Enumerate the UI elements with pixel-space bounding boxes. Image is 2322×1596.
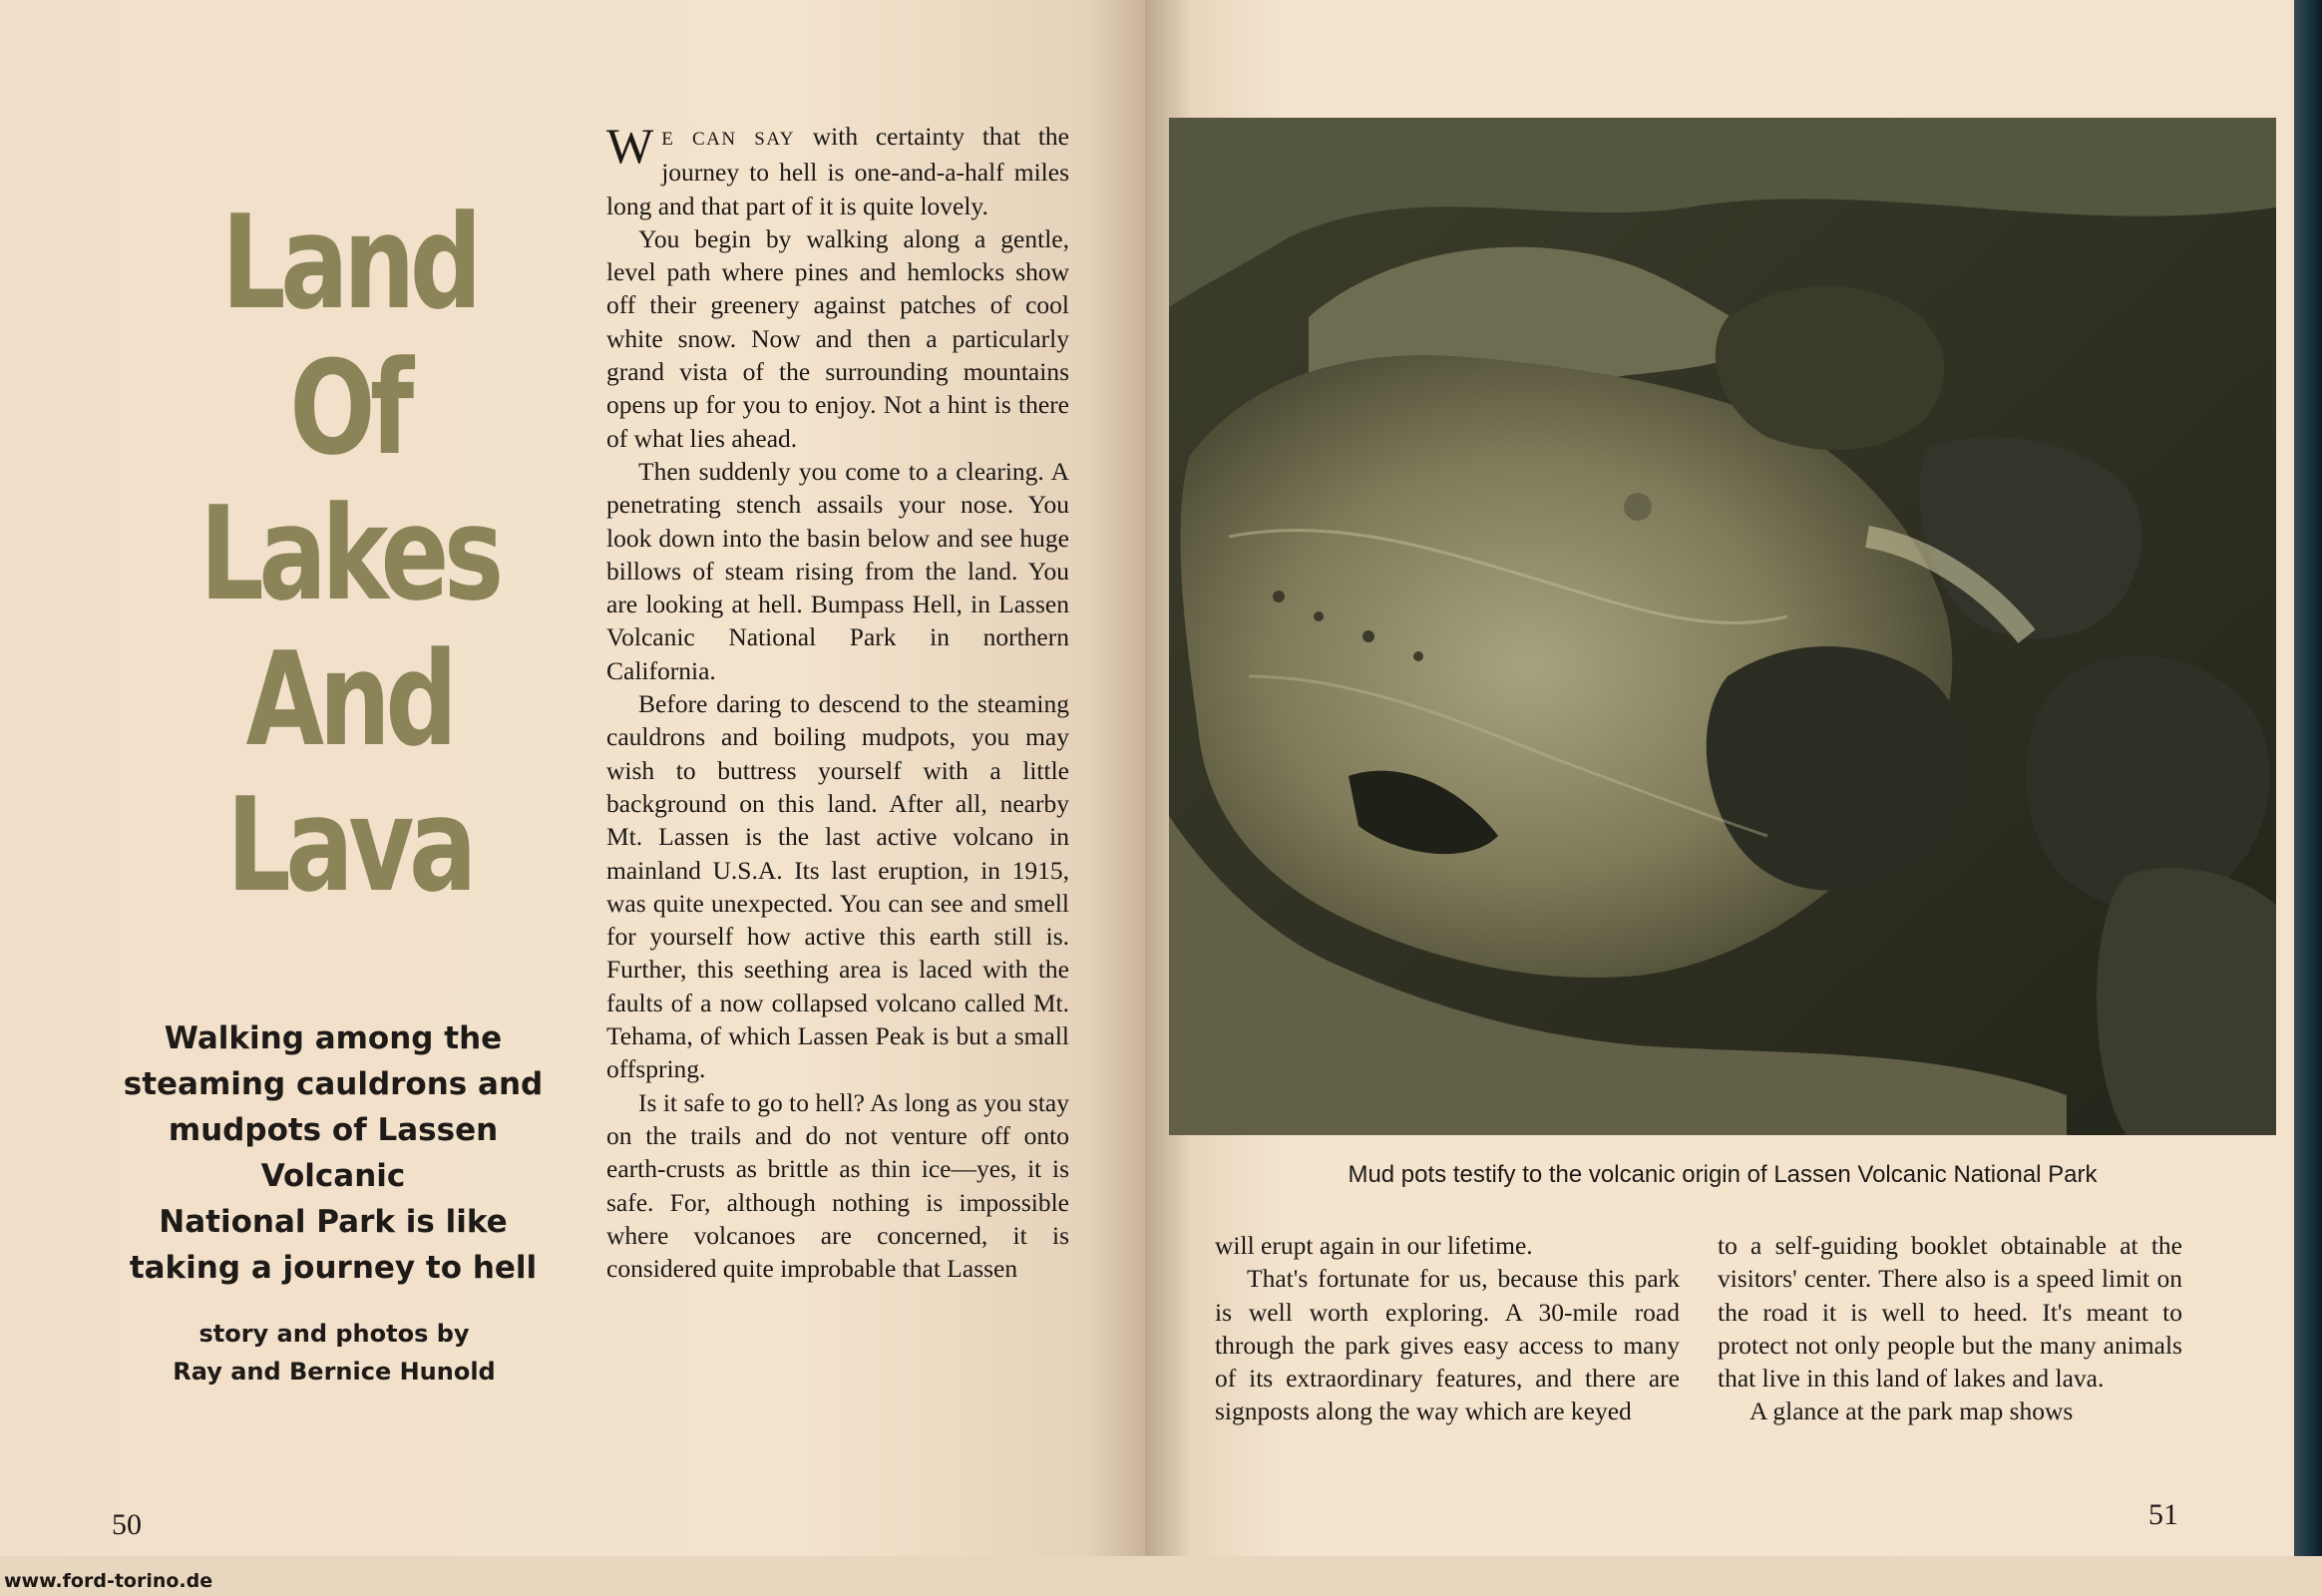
- body-paragraph: Before daring to descend to the steaming cauldrons and boiling mudpots, you may wish to buttress yourself with a little background on this land. After all, nearby Mt. Lassen is the last active volcano in mainland U.S.A. Its last eruption, in 1915, was quite unexpected. You can see and smell for yourself how active this earth still is. Further, this seething area is laced with the faults of a now collapsed volcano called Mt. Tehama, of which Lassen Peak is but a small offspring.: [606, 689, 1069, 1084]
- mud-pot-photo: [1169, 118, 2276, 1135]
- lead-paragraph: [606, 120, 1069, 222]
- body-paragraph: You begin by walking along a gentle, level path where pines and hemlocks show off their greenery against patches of cool white snow. Now and then a particularly grand vista of the surrounding mountains opens up for you to enjoy. Not a hint is there of what lies ahead.: [606, 223, 1069, 453]
- title-line: And: [245, 623, 453, 775]
- page-bottom-strip: [0, 1556, 2322, 1596]
- body-paragraph-continued: to a self-guiding booklet obtainable at the visitors' center. There also is a speed limit on the road it is well to heed. It's meant to protect not only people but the many animals that live in this land of lakes and lava.: [1718, 1231, 2182, 1394]
- byline: [150, 1315, 519, 1391]
- title-line: Of: [289, 332, 409, 484]
- body-paragraph: Then suddenly you come to a clearing. A penetrating stench assails your nose. You look down into the basin below and see huge billows of steam rising from the land. You are looking at hell. Bumpass Hell, in Lassen Volcanic National Park in northern California.: [606, 456, 1069, 685]
- article-column-middle: [1215, 1229, 1680, 1428]
- body-paragraph: Is it safe to go to hell? As long as you stay on the trails and do not venture off onto earth-crusts as brittle as thin ice—yes, it is safe. For, although nothing is impossible where volcanoes are concerned, it is considered quite improbable that Lassen: [606, 1087, 1069, 1284]
- website-watermark: www.ford-torino.de: [4, 1570, 213, 1592]
- photo-caption: Mud pots testify to the volcanic origin of Lassen Volcanic National Park: [1348, 1161, 2098, 1188]
- body-paragraph: That's fortunate for us, because this park is well worth exploring. A 30-mile road through the park gives easy access to many of its extraordinary features, and there are signposts along the way which are keyed: [1215, 1264, 1680, 1426]
- article-column-left: [606, 120, 1069, 1285]
- book-cover-edge: [2294, 0, 2322, 1596]
- byline-line: Ray and Bernice Hunold: [173, 1358, 496, 1386]
- subtitle-line: Walking among the: [164, 1020, 503, 1056]
- title-line: Lava: [226, 769, 472, 921]
- byline-line: story and photos by: [198, 1320, 470, 1348]
- page-number-left: 50: [112, 1508, 142, 1541]
- mud-pot-image: [1169, 118, 2276, 1135]
- lead-text: with certainty that the journey to hell is one-and-a-half miles long and that part of it is quite lovely.: [606, 122, 1069, 220]
- article-title: [194, 187, 505, 921]
- subtitle-line: taking a journey to hell: [129, 1250, 538, 1286]
- title-line: Land: [221, 187, 477, 338]
- article-subtitle: [108, 1015, 559, 1291]
- subtitle-line: National Park is like: [159, 1204, 508, 1240]
- title-line: Lakes: [199, 478, 499, 629]
- drop-cap: W: [606, 118, 654, 174]
- lead-smallcaps: E CAN SAY: [661, 129, 795, 150]
- page-number-right: 51: [2148, 1498, 2178, 1531]
- body-paragraph-continued: will erupt again in our lifetime.: [1215, 1231, 1533, 1260]
- subtitle-line: steaming cauldrons and: [123, 1066, 544, 1102]
- article-column-right: [1718, 1229, 2182, 1428]
- subtitle-line: mudpots of Lassen Volcanic: [168, 1112, 499, 1194]
- body-paragraph: A glance at the park map shows: [1749, 1396, 2074, 1426]
